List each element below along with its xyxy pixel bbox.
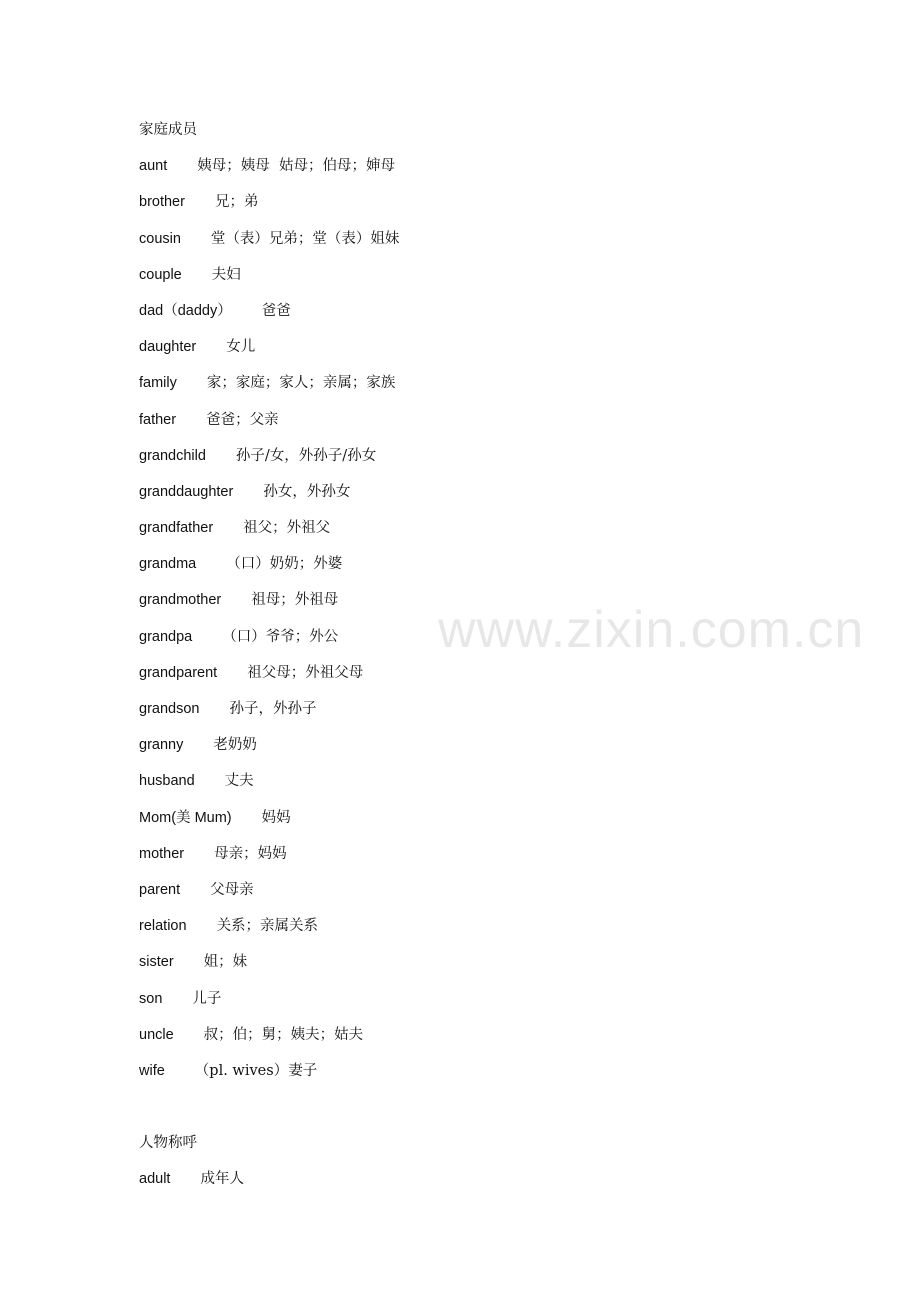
vocab-definition: 女儿 [226,339,256,356]
vocab-entry [139,297,839,333]
vocab-entry [139,586,839,622]
vocab-entry [139,948,839,984]
vocab-definition: 孙子/女，外孙子/孙女 [235,447,377,464]
vocab-term: wife [139,1062,165,1079]
vocab-entry [139,369,839,405]
vocab-definition: 丈夫 [224,773,254,790]
vocab-term: uncle [139,1026,174,1043]
vocab-definition: 父母亲 [210,881,254,898]
vocab-term: couple [139,266,182,283]
vocab-term: daughter [139,339,197,356]
vocab-definition: 爸爸 [261,302,291,319]
vocab-term: brother [139,194,185,211]
vocab-definition: 祖父母；外祖父母 [247,664,364,681]
vocab-entry [139,876,839,912]
vocab-entry [139,188,839,224]
vocab-term: granddaughter [139,483,234,500]
vocab-definition: 成年人 [200,1171,244,1188]
vocab-term: grandma [139,556,197,573]
vocab-entry [139,659,839,695]
vocab-term: grandchild [139,447,206,464]
vocab-entry [139,152,839,188]
vocab-term: grandson [139,701,200,717]
vocab-term: relation [139,918,187,935]
vocab-definition: 兄；弟 [214,194,259,211]
vocab-definition: 孙子，外孙子 [229,701,317,717]
vocab-entry [139,478,839,514]
vocab-definition: （口）爷爷；外公 [222,628,339,645]
section-heading: 家庭成员 [139,122,197,138]
vocab-definition: 爸爸；父亲 [206,411,279,428]
vocab-term: father [139,411,177,428]
vocab-term: grandpa [139,628,193,645]
vocab-entry [139,767,839,803]
vocab-entry [139,985,839,1021]
vocab-entry [139,406,839,442]
vocab-entry [139,623,839,659]
vocab-entry [139,731,839,767]
vocab-entry [139,840,839,876]
watermark: www.zixin.com.cn [438,601,865,659]
vocab-definition: 关系；亲属关系 [216,918,319,935]
vocab-definition: 老奶奶 [213,737,257,754]
vocab-term: son [139,990,163,1007]
vocab-definition: 孙女，外孙女 [263,483,351,500]
vocab-entry [139,225,839,261]
vocab-entry [139,550,839,586]
vocab-term: grandmother [139,592,222,609]
vocab-definition: 夫妇 [211,266,241,283]
vocab-term: family [139,375,177,392]
vocab-definition: 祖母；外祖母 [251,592,339,609]
vocab-definition: 妈妈 [261,809,291,826]
vocab-entry [139,912,839,948]
vocab-entry [139,1021,839,1057]
vocab-term: sister [139,954,174,971]
vocab-term: husband [139,773,195,790]
vocab-definition: 姨母；姨母 姑母；伯母；婶母 [197,158,395,175]
vocab-entry [139,1165,839,1201]
vocab-definition: 姐；妹 [203,954,248,971]
vocab-term: dad（daddy） [139,302,232,319]
vocab-entry [139,695,839,731]
vocab-entry [139,1057,839,1093]
section-heading: 人物称呼 [139,1135,197,1152]
section-spacer [139,1093,839,1129]
vocab-term: grandfather [139,520,214,537]
vocab-term: mother [139,845,185,862]
vocab-entry [139,261,839,297]
vocabulary-list [139,116,839,1201]
vocab-definition: 家；家庭；家人；亲属；家族 [206,375,396,392]
vocab-definition: 儿子 [192,990,222,1007]
vocab-definition: （口）奶奶；外婆 [226,556,343,573]
vocab-term: Mom(美 Mum) [139,809,232,826]
vocab-term: granny [139,737,184,754]
vocab-definition: 祖父；外祖父 [243,520,331,537]
vocab-entry [139,514,839,550]
vocab-term: adult [139,1171,171,1188]
vocab-definition: 母亲；妈妈 [214,845,287,862]
vocab-term: grandparent [139,664,218,681]
vocab-term: aunt [139,158,168,175]
vocab-term: cousin [139,230,181,247]
vocab-entry [139,442,839,478]
vocab-entry [139,804,839,840]
vocab-entry [139,333,839,369]
vocab-term: parent [139,881,181,898]
vocab-definition: 堂（表）兄弟；堂（表）姐妹 [210,230,400,247]
vocab-definition: 叔；伯；舅；姨夫；姑夫 [203,1026,364,1043]
vocab-definition: （pl. wives）妻子 [194,1062,318,1079]
